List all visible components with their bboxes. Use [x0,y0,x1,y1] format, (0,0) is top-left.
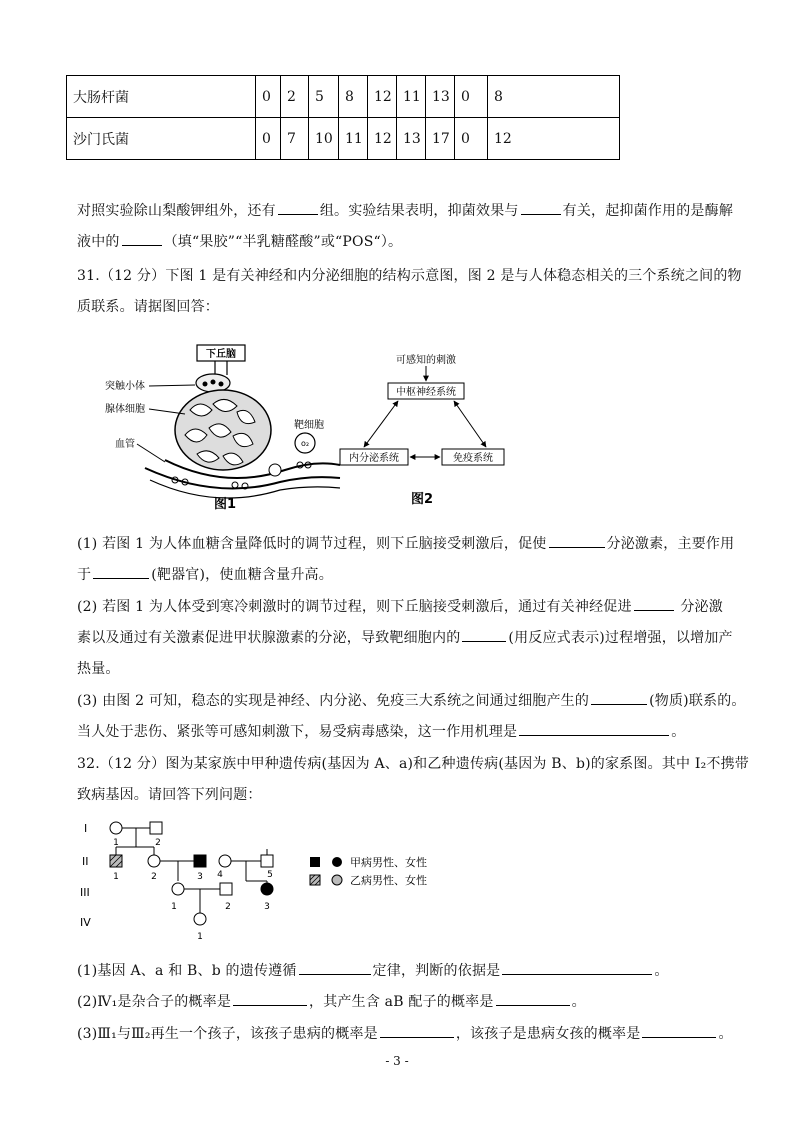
q32-stem-1: 32.（12 分）图为某家族中甲种遗传病(基因为 A、a)和乙种遗传病(基因为 B、b)的家系图。其中 I₂不携带 [77,756,749,772]
q32-s1 [77,960,669,980]
individual-I2 [150,822,162,834]
page-number: - 3 - [385,1054,409,1068]
label-vessel: 血管 [115,439,135,450]
individual-II4 [219,855,231,867]
ped-num: 2 [151,872,157,882]
text: 。 [718,1026,733,1042]
q31-p2-line-3: 热量。 [77,661,120,677]
answer-blank [496,991,570,1006]
table-cell: 0 [256,118,281,160]
text: (2) 若图 1 为人体受到寒冷刺激时的调节过程，则下丘脑接受刺激后，通过有关神经促进 [77,599,632,615]
label-gland: 腺体细胞 [105,404,145,415]
gen-label: III [80,886,90,899]
ped-num: 4 [217,870,223,880]
ped-num: 1 [113,838,119,848]
q31-stem-2: 质联系。请据图回答： [77,299,219,315]
figure-1 [105,340,345,510]
table-cell: 7 [281,118,309,160]
table-cell: 8 [339,76,368,118]
ped-num: 1 [197,932,203,942]
fig1-caption: 图1 [213,497,237,510]
table-cell: 2 [281,76,309,118]
answer-blank [122,231,162,246]
q31-p1-line-2 [77,564,333,584]
text: 当人处于悲伤、紧张等可感知刺激下，易受病毒感染，这一作用机理是 [77,724,518,740]
table-cell: 5 [309,76,339,118]
text: (2)Ⅳ₁是杂合子的概率是 [77,994,232,1010]
label-cns: 中枢神经系统 [396,387,456,398]
figure-2 [338,353,508,508]
text: 素以及通过有关激素促进甲状腺激素的分泌，导致靶细胞内的 [77,630,461,646]
answer-blank [519,721,669,736]
bacteria-table [66,75,620,160]
text: 。 [654,963,669,979]
label-endocrine: 内分泌系统 [349,453,399,464]
individual-III1 [172,883,184,895]
text: (用反应式表示)过程增强，以增加产 [508,630,733,646]
gen-label: II [82,855,89,868]
individual-II2 [148,855,160,867]
table-cell: 大肠杆菌 [67,76,256,118]
fig2-caption: 图2 [410,492,434,507]
text: 分泌激 [675,599,723,615]
q31-p2-line-2 [77,627,733,647]
legend-male-a [310,857,320,867]
text: (3) 由图 2 可知，稳态的实现是神经、内分泌、免疫三大系统之间通过细胞产生的 [77,693,590,709]
answer-blank [549,533,605,548]
text: （填“果胶”“半乳糖醛酸”或“POS“）。 [163,234,403,250]
q31-p3-line-2 [77,721,685,741]
legend-female-a [332,857,342,867]
individual-I1 [110,822,122,834]
individual-II3 [194,855,206,867]
answer-blank [521,200,561,215]
svg-text:o₂: o₂ [300,439,310,448]
answer-blank [591,690,647,705]
table-cell: 8 [488,76,620,118]
text: 对照实验除山梨酸钾组外，还有 [77,203,276,219]
text: (1) 若图 1 为人体血糖含量降低时的调节过程，则下丘脑接受刺激后，促使 [77,536,547,552]
q31-p1-line-1 [77,533,734,553]
text: 定律，判断的依据是 [372,963,501,979]
individual-II5 [261,855,273,867]
text: ，其产生含 aB 配子的概率是 [309,994,494,1010]
table-cell: 10 [309,118,339,160]
pedigree-chart [78,815,458,945]
table-cell: 12 [368,118,397,160]
text: (1)基因 A、a 和 B、b 的遗传遵循 [77,963,297,979]
individual-III2 [220,883,232,895]
q32-s3 [77,1023,733,1043]
text: 组。实验结果表明，抑菌效果与 [319,203,519,219]
legend-female-b [332,875,342,885]
text: 有关，起抑菌作用的是酶解 [562,203,734,219]
text: 。 [671,724,686,740]
table-cell: 0 [455,118,488,160]
text: (靶器官)，使血糖含量升高。 [151,567,333,583]
answer-blank [299,960,371,975]
answer-blank [634,596,674,611]
ped-num: 3 [197,872,203,882]
legend-a-label: 甲病男性、女性 [350,856,427,869]
label-stimulus: 可感知的刺激 [396,355,456,366]
table-cell: 沙门氏菌 [67,118,256,160]
ped-num: 5 [267,870,273,880]
answer-blank [462,627,506,642]
ped-num: 1 [171,902,177,912]
ped-num: 2 [225,902,231,912]
text: ，该孩子是患病女孩的概率是 [455,1026,641,1042]
table-cell: 12 [368,76,397,118]
gen-label: IV [80,916,91,929]
text: 液中的 [77,234,120,250]
text: 于 [77,567,92,583]
q31-p2-line-1 [77,596,723,616]
blood-vessel-line [165,460,340,478]
table-cell: 12 [488,118,620,160]
legend-b-label: 乙病男性、女性 [350,874,427,887]
text: 分泌激素，主要作用 [606,536,735,552]
text: (3)Ⅲ₁与Ⅲ₂再生一个孩子，该孩子患病的概率是 [77,1026,378,1042]
ped-num: 3 [264,902,270,912]
answer-blank [233,991,307,1006]
q30-line-1 [77,200,733,220]
table-row [67,118,620,160]
ped-num: 1 [113,872,119,882]
table-cell: 13 [426,76,455,118]
table-row [67,76,620,118]
q32-stem-2: 致病基因。请回答下列问题： [77,787,262,803]
answer-blank [502,960,652,975]
text: (物质)联系的。 [649,693,746,709]
label-vesicle: 突触小体 [105,381,145,392]
table-cell: 11 [339,118,368,160]
table-cell: 0 [455,76,488,118]
table-cell: 13 [397,118,426,160]
q31-p3-line-1 [77,690,746,710]
individual-IV1 [194,913,206,925]
text: 。 [571,994,586,1010]
ped-num: 2 [155,838,161,848]
individual-III3 [261,883,273,895]
answer-blank [380,1023,454,1038]
table-cell: 11 [397,76,426,118]
q32-s2 [77,991,586,1011]
gen-label: I [84,822,88,835]
answer-blank [278,200,318,215]
table-cell: 17 [426,118,455,160]
q31-stem-1: 31.（12 分）下图 1 是有关神经和内分泌细胞的结构示意图，图 2 是与人体稳态相关的三个系统之间的物 [77,268,742,284]
table-cell: 0 [256,76,281,118]
label-immune: 免疫系统 [453,453,493,464]
answer-blank [93,564,149,579]
q30-line-2 [77,231,402,251]
answer-blank [642,1023,716,1038]
label-hypothalamus: 下丘脑 [206,349,236,360]
label-target: 靶细胞 [294,420,324,431]
